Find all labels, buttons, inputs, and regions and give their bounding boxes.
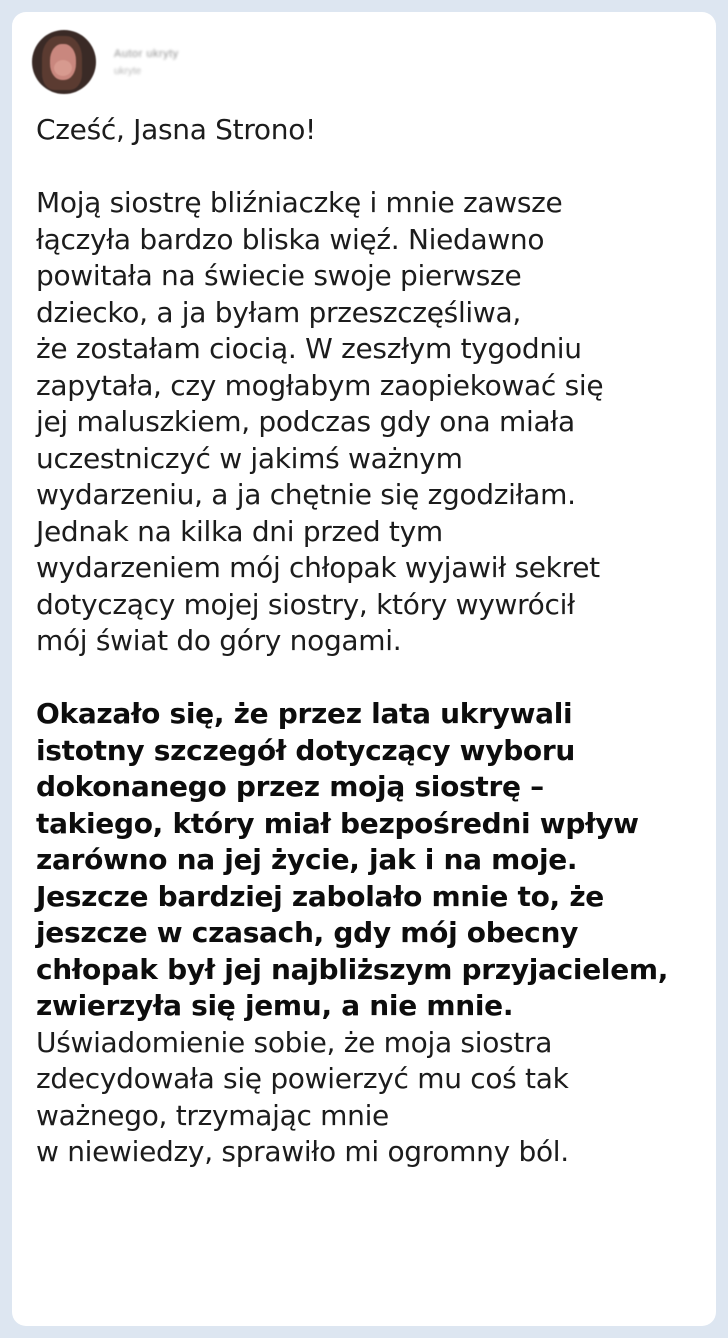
text-line: Jednak na kilka dni przed tym <box>36 514 443 548</box>
text-line: mój świat do góry nogami. <box>36 624 402 657</box>
text-line: wydarzeniu, a ja chętnie się zgodziłam. <box>36 478 576 511</box>
text-line: chłopak był jej najbliższym przyjacielem, <box>36 952 669 986</box>
post-card <box>12 12 716 1326</box>
text-line: jeszcze w czasach, gdy mój obecny <box>36 916 579 949</box>
text-line: Moją siostrę bliźniaczkę i mnie zawsze <box>36 186 563 219</box>
text-line: jej maluszkiem, podczas gdy ona miała <box>36 405 575 438</box>
text-line: zdecydowała się powierzyć mu coś tak <box>36 1062 569 1095</box>
text-line: Uświadomienie sobie, że moja siostra <box>36 1025 553 1059</box>
author-subline: ukryte <box>114 65 142 77</box>
text-line: dotyczący mojej siostry, który wywrócił <box>36 587 575 621</box>
author-name[interactable]: Autor ukryty <box>114 47 179 60</box>
text-line: ważnego, trzymając mnie <box>36 1098 389 1132</box>
text-line: w niewiedzy, sprawiło mi ogromny ból. <box>36 1135 569 1168</box>
paragraph-1 <box>36 185 706 660</box>
text-line: istotny szczegół dotyczący wyboru <box>36 733 576 767</box>
text-line: łączyła bardzo bliska więź. Niedawno <box>36 222 545 256</box>
paragraph-3 <box>36 1025 706 1171</box>
post-header <box>32 30 179 94</box>
text-line: powitała na świecie swoje pierwsze <box>36 259 522 292</box>
text-line: uczestniczyć w jakimś ważnym <box>36 441 463 475</box>
paragraph-bold <box>36 696 706 1025</box>
text-line: takiego, który miał bezpośredni wpływ <box>36 806 639 840</box>
text-line: Jeszcze bardziej zabolało mnie to, że <box>36 879 605 913</box>
avatar-cheek <box>54 60 72 76</box>
text-line: że zostałam ciocią. W zeszłym tygodniu <box>36 332 582 365</box>
text-line: dokonanego przez moją siostrę – <box>36 770 544 803</box>
text-line: zwierzyła się jemu, a nie mnie. <box>36 989 514 1022</box>
text-line: zapytała, czy mogłabym zaopiekować się <box>36 368 604 402</box>
text-line: wydarzeniem mój chłopak wyjawił sekret <box>36 551 600 584</box>
avatar[interactable] <box>32 30 96 94</box>
author-meta <box>114 48 179 77</box>
text-line: dziecko, a ja byłam przeszczęśliwa, <box>36 295 521 329</box>
post-body <box>36 112 706 1171</box>
paragraph-gap <box>36 660 706 697</box>
text-line: Okazało się, że przez lata ukrywali <box>36 697 573 730</box>
paragraph-gap <box>36 149 706 186</box>
text-line: zarówno na jej życie, jak i na moje. <box>36 843 578 876</box>
greeting: Cześć, Jasna Strono! <box>36 113 316 146</box>
